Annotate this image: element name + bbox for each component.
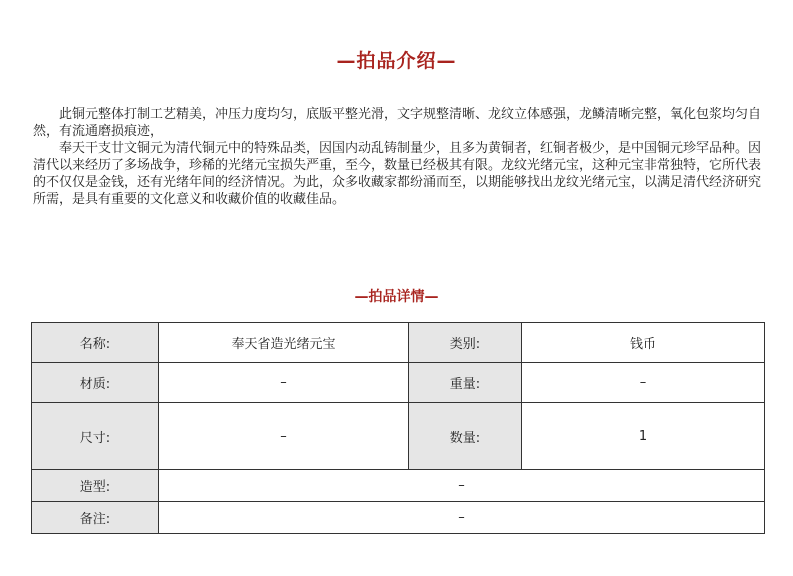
details-section-title: —拍品详情— [354, 289, 439, 305]
intro-paragraph: 奉天干支廿文铜元为清代铜元中的特殊品类，因国内动乱铸制量少，且多为黄铜者，红铜者极少，是中国铜元珍罕品种。因清代以来经历了多场战争，珍稀的光绪元宝损失严重，至今，数量已经极其有限。龙纹光绪元宝，这种元宝非常独特，它所代表的不仅仅是金钱，还有光绪年间的经济情况。为此，众多收藏家都纷涌而至，以期能够找出龙纹光绪元宝，以满足清代经济研究所需，是具有重要的文化意义和收藏价值的收藏佳品。 [33, 141, 762, 207]
intro-description [33, 106, 761, 208]
size-value: – [159, 403, 409, 470]
material-value: – [159, 363, 409, 403]
lot-details-table [31, 322, 765, 534]
quantity-label: 数量: [409, 403, 522, 470]
quantity-value: 1 [522, 403, 765, 470]
table-row [32, 363, 765, 403]
shape-label: 造型: [32, 470, 159, 502]
table-row [32, 470, 765, 502]
remarks-label: 备注: [32, 502, 159, 534]
shape-value: – [159, 470, 765, 502]
table-row [32, 403, 765, 470]
intro-section-title: —拍品介绍— [336, 50, 457, 72]
remarks-value: – [159, 502, 765, 534]
weight-label: 重量: [409, 363, 522, 403]
intro-paragraph: 此铜元整体打制工艺精美，冲压力度均匀，底版平整光滑，文字规整清晰、龙纹立体感强，龙鳞清晰完整，氧化包浆均匀自然，有流通磨损痕迹， [33, 107, 762, 139]
material-label: 材质: [32, 363, 159, 403]
table-row [32, 502, 765, 534]
weight-value: – [522, 363, 765, 403]
category-label: 类别: [409, 323, 522, 363]
category-value: 钱币 [522, 323, 765, 363]
name-label: 名称: [32, 323, 159, 363]
table-row [32, 323, 765, 363]
size-label: 尺寸: [32, 403, 159, 470]
name-value: 奉天省造光绪元宝 [159, 323, 409, 363]
